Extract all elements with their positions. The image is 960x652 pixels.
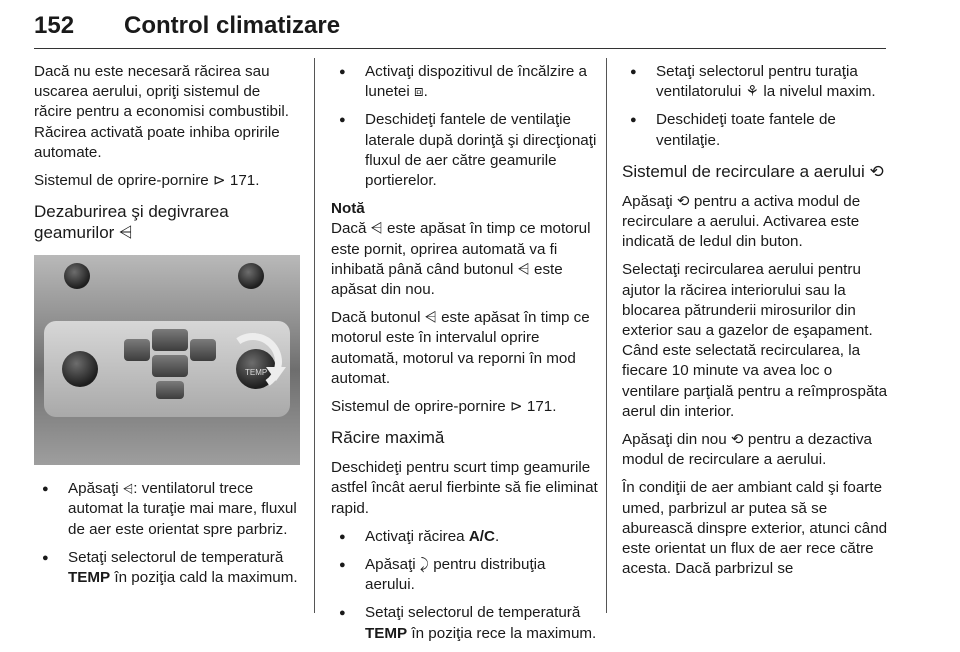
paragraph: Apăsaţi ⟲ pentru a activa modul de recirculare a aerului. Activarea este indicată de ledul din buton. <box>622 192 861 251</box>
note-heading: Notă <box>331 200 365 218</box>
list-item: ● Apăsaţi ⩤: ventilatorul trece automat la turaţie mai mare, fluxul de aer este orientat spre parbriz. <box>34 479 302 540</box>
column-3 <box>622 62 888 587</box>
cross-reference: Sistemul de oprire-pornire ⊳ 171. <box>331 398 557 416</box>
knob <box>238 263 264 289</box>
paragraph: Apăsaţi din nou ⟲ pentru a dezactiva modul de recirculare a aerului. <box>622 431 872 469</box>
air-distribution-button <box>152 329 188 351</box>
section-heading-recirculation: Sistemul de recirculare a aerului ⟲ <box>622 161 884 181</box>
list-item: ● Activaţi răcirea A/C. <box>331 527 599 547</box>
list-item: ● Setaţi selectorul de temperatură TEMP în poziţia cald la maximum. <box>34 548 302 588</box>
fan-knob <box>62 351 98 387</box>
page-title: Control climatizare <box>124 12 341 39</box>
knob <box>64 263 90 289</box>
note-text: Dacă butonul ⩤ este apăsat în timp ce motorul este în intervalul oprire automată, motorul va reporni în mod automat. <box>331 309 590 387</box>
arrowhead-icon <box>266 367 286 381</box>
defrost-button <box>124 339 150 361</box>
list-item: ● Setaţi selectorul de temperatură TEMP în poziţia rece la maximum. <box>331 603 599 643</box>
rear-defrost-button <box>190 339 216 361</box>
windscreen-defrost-icon: ⩤ <box>122 481 134 497</box>
section-heading-defog: Dezaburirea şi degivrarea geamurilor ⩤ <box>34 202 229 243</box>
list-item: ● Activaţi dispozitivul de încălzire a lunetei ⧈. <box>331 62 599 102</box>
page-number: 152 <box>34 12 75 39</box>
air-distribution-button <box>152 355 188 377</box>
climate-control-photo <box>34 255 300 465</box>
list-item: ● Deschideţi fantele de ventilaţie laterale după dorinţă şi direcţionaţi fluxul de aer către geamurile portierelor. <box>331 110 599 191</box>
section-heading-max-cooling: Răcire maximă <box>331 428 445 448</box>
note-text: Dacă ⩤ este apăsat în timp ce motorul este pornit, oprirea automată va fi inhibată până când butonul ⩤ este apăsat din nou. <box>331 220 591 299</box>
column-divider-2 <box>606 58 607 613</box>
column-divider-1 <box>314 58 315 613</box>
paragraph: În condiţii de aer ambiant cald şi foarte umed, parbrizul ar putea să se aburească dinspre exterior, atunci când este orientat un flux de aer rece către acesta. Dacă parbrizul se <box>622 479 888 578</box>
column-2 <box>331 62 599 652</box>
list-item: ● Apăsaţi ⤸ pentru distribuţia aerului. <box>331 555 599 595</box>
temp-knob-label: TEMP <box>245 368 268 378</box>
recirculation-button <box>156 381 184 399</box>
list-item: ● Deschideţi toate fantele de ventilaţie. <box>622 110 888 150</box>
list-item: ● Setaţi selectorul pentru turaţia ventilatorului ⚘ la nivelul maxim. <box>622 62 888 102</box>
paragraph: Selectaţi recircularea aerului pentru ajutor la răcirea interiorului sau la blocarea pătrunderii mirosurilor din exterior sau a gazelor de eşapament. Când este selectată recircularea, la fiecare 10 minute va avea loc o ventilare parţială pentru a reîmprospăta aerul din interior. <box>622 261 888 420</box>
paragraph: Deschideţi pentru scurt timp geamurile astfel încât aerul fierbinte să fie eliminat rapid. <box>331 459 598 517</box>
column-1 <box>34 62 302 596</box>
page-header <box>34 10 886 49</box>
cross-reference: Sistemul de oprire-pornire ⊳ 171. <box>34 172 260 190</box>
paragraph: Dacă nu este necesară răcirea sau uscarea aerului, opriţi sistemul de răcire pentru a economisi combustibil. Răcirea activată poate inhiba opririle automate. <box>34 63 289 161</box>
